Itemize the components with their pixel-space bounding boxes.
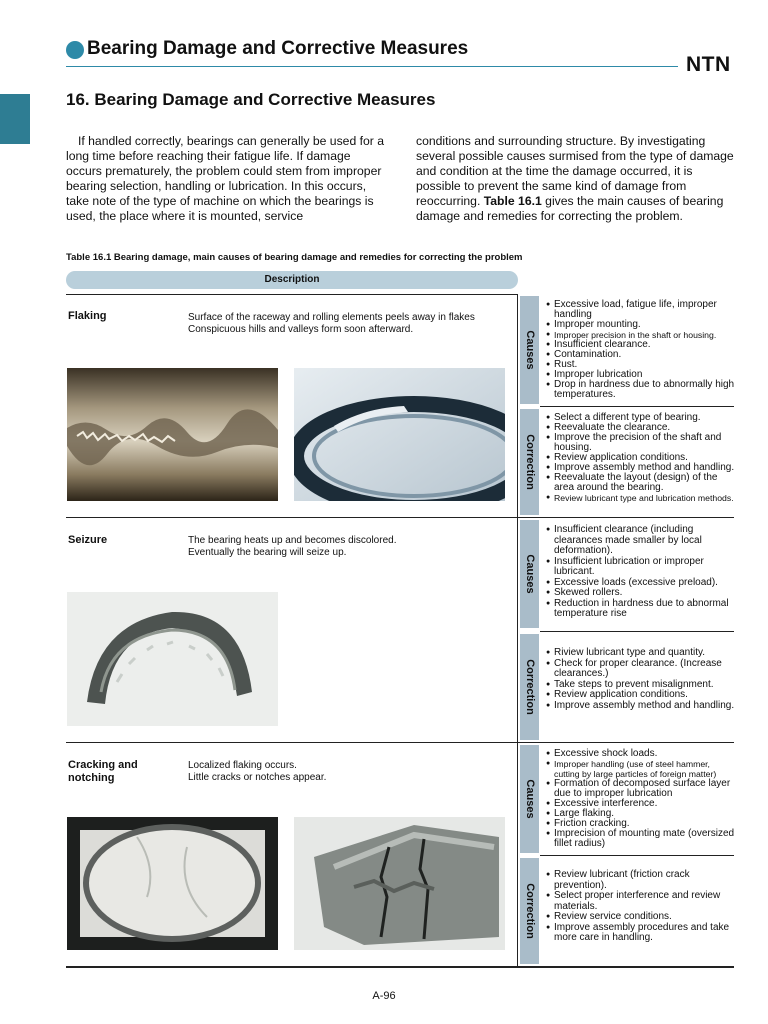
- correction-tab-label: Correction: [523, 434, 536, 490]
- table-reference: Table 16.1: [483, 194, 542, 208]
- correction-item: ● Review application conditions.: [546, 453, 736, 463]
- intro-right-text: conditions and surrounding structure. By investigating several possible causes surmised from the type of damage and condition at the time the damage occurred, it is possible to prevent the same kind of damage from reoccurring.: [416, 134, 734, 208]
- cause-item: ● Insufficient clearance.: [546, 340, 736, 350]
- correction-item: ● Improve assembly method and handling.: [546, 701, 736, 712]
- cause-item: ● Rust.: [546, 360, 736, 370]
- section-title: 16. Bearing Damage and Corrective Measures: [66, 90, 436, 109]
- correction-item: ● Review application conditions.: [546, 690, 736, 701]
- intro-paragraph-right: [416, 134, 738, 224]
- damage-description: [188, 760, 326, 784]
- page-number: A-96: [372, 990, 396, 1002]
- correction-item: ● Reevaluate the clearance.: [546, 423, 736, 433]
- cause-correction-divider: [540, 406, 734, 407]
- correction-item: ● Select a different type of bearing.: [546, 413, 736, 423]
- description-line: Conspicuous hills and valleys form soon afterward.: [188, 324, 414, 335]
- description-header: Description: [66, 271, 518, 289]
- correction-tab: [520, 409, 539, 515]
- intro-paragraph-left: If handled correctly, bearings can generally be used for a long time before reaching their fatigue life. If damage occurs prematurely, the problem could stem from improper bearing selection, handling or lubrication. In this occurs, take note of the type of machine on which the bearings is used, the place where it is mounted, service: [66, 134, 384, 223]
- cause-item: ● Contamination.: [546, 350, 736, 360]
- header-rule: [66, 66, 678, 67]
- causes-tab: [520, 520, 539, 628]
- correction-tab-label: Correction: [523, 659, 536, 715]
- damage-description: [188, 312, 475, 336]
- correction-item: ● Take steps to prevent misalignment.: [546, 680, 736, 691]
- cause-correction-divider: [540, 855, 734, 856]
- causes-tab: [520, 296, 539, 404]
- flaking-photo-2: [294, 368, 505, 501]
- side-thumb-tab: [0, 94, 30, 144]
- ntn-logo: NTN: [686, 53, 731, 76]
- row-divider: [66, 742, 734, 743]
- header-bullet-icon: [66, 41, 84, 59]
- cause-item: ● Excessive loads (excessive preload).: [546, 578, 736, 589]
- cause-item: ● Friction cracking.: [546, 819, 736, 829]
- causes-tab-label: Causes: [523, 554, 536, 594]
- damage-name-cracking: Cracking and notching: [68, 759, 138, 784]
- causes-tab-label: Causes: [523, 330, 536, 370]
- cause-item: ● Improper mounting.: [546, 320, 736, 330]
- description-line: Surface of the raceway and rolling elements peels away in flakes: [188, 312, 475, 323]
- cause-item: ● Large flaking.: [546, 809, 736, 819]
- cause-item: ● Reduction in hardness due to abnormal temperature rise: [546, 599, 736, 620]
- cause-item: ● Insufficient lubrication or improper lubricant.: [546, 557, 736, 578]
- correction-item: ● Riview lubricant type and quantity.: [546, 648, 736, 659]
- row-divider: [66, 517, 734, 518]
- causes-tab: [520, 745, 539, 853]
- cause-item: ● Excessive interference.: [546, 799, 736, 809]
- correction-tab: [520, 634, 539, 740]
- row-divider: [66, 294, 518, 295]
- cracking-photo-1: [67, 817, 278, 950]
- table-caption: Table 16.1 Bearing damage, main causes of bearing damage and remedies for correcting the problem: [66, 252, 523, 263]
- correction-item: ● Select proper interference and review materials.: [546, 891, 736, 912]
- correction-item: ● Improve the precision of the shaft and housing.: [546, 433, 736, 453]
- causes-list: [546, 749, 736, 849]
- corrections-list: [546, 413, 736, 503]
- cause-item: ● Excessive shock loads.: [546, 749, 736, 759]
- corrections-list: [546, 648, 736, 711]
- correction-item: ● Reevaluate the layout (design) of the area around the bearing.: [546, 473, 736, 493]
- correction-item: ● Review lubricant (friction crack prevention).: [546, 870, 736, 891]
- cause-item: ● Improper lubrication: [546, 370, 736, 380]
- cause-item: ● Improper precision in the shaft or housing.: [546, 330, 736, 340]
- cause-item: ● Improper handling (use of steel hammer, cutting by large particles of foreign matter): [546, 759, 736, 779]
- cause-correction-divider: [540, 631, 734, 632]
- description-line: Localized flaking occurs.: [188, 760, 297, 771]
- damage-name-flaking: Flaking: [68, 310, 107, 322]
- corrections-list: [546, 870, 736, 944]
- correction-item: ● Improve assembly procedures and take more care in handling.: [546, 923, 736, 944]
- column-divider: [517, 294, 518, 967]
- cause-item: ● Drop in hardness due to abnormally high temperatures.: [546, 380, 736, 400]
- correction-item: ● Review lubricant type and lubrication methods.: [546, 493, 736, 503]
- correction-item: ● Improve assembly method and handling.: [546, 463, 736, 473]
- causes-tab-label: Causes: [523, 779, 536, 819]
- cause-item: ● Formation of decomposed surface layer due to improper lubrication: [546, 779, 736, 799]
- header-title: Bearing Damage and Corrective Measures: [87, 38, 469, 59]
- correction-tab-label: Correction: [523, 883, 536, 939]
- seizure-photo: [67, 592, 278, 726]
- correction-item: ● Review service conditions.: [546, 912, 736, 923]
- correction-tab: [520, 858, 539, 964]
- cause-item: ● Excessive load, fatigue life, improper handling: [546, 300, 736, 320]
- table-bottom-rule: [66, 966, 734, 968]
- cracking-photo-2: [294, 817, 505, 950]
- flaking-photo-1: [67, 368, 278, 501]
- description-line: The bearing heats up and becomes discolored.: [188, 535, 397, 546]
- causes-list: [546, 525, 736, 620]
- causes-list: [546, 300, 736, 400]
- intro-right-text-end: gives the main causes of bearing damage and remedies for correcting the problem.: [416, 194, 724, 223]
- cause-item: ● Skewed rollers.: [546, 588, 736, 599]
- description-line: Little cracks or notches appear.: [188, 772, 327, 783]
- damage-name-seizure: Seizure: [68, 534, 108, 546]
- cause-item: ● Imprecision of mounting mate (oversized fillet radius): [546, 829, 736, 849]
- description-line: Eventually the bearing will seize up.: [188, 547, 347, 558]
- cause-item: ● Insufficient clearance (including clearances made smaller by local deformation).: [546, 525, 736, 557]
- damage-description: [188, 535, 396, 559]
- correction-item: ● Check for proper clearance. (Increase clearances.): [546, 659, 736, 680]
